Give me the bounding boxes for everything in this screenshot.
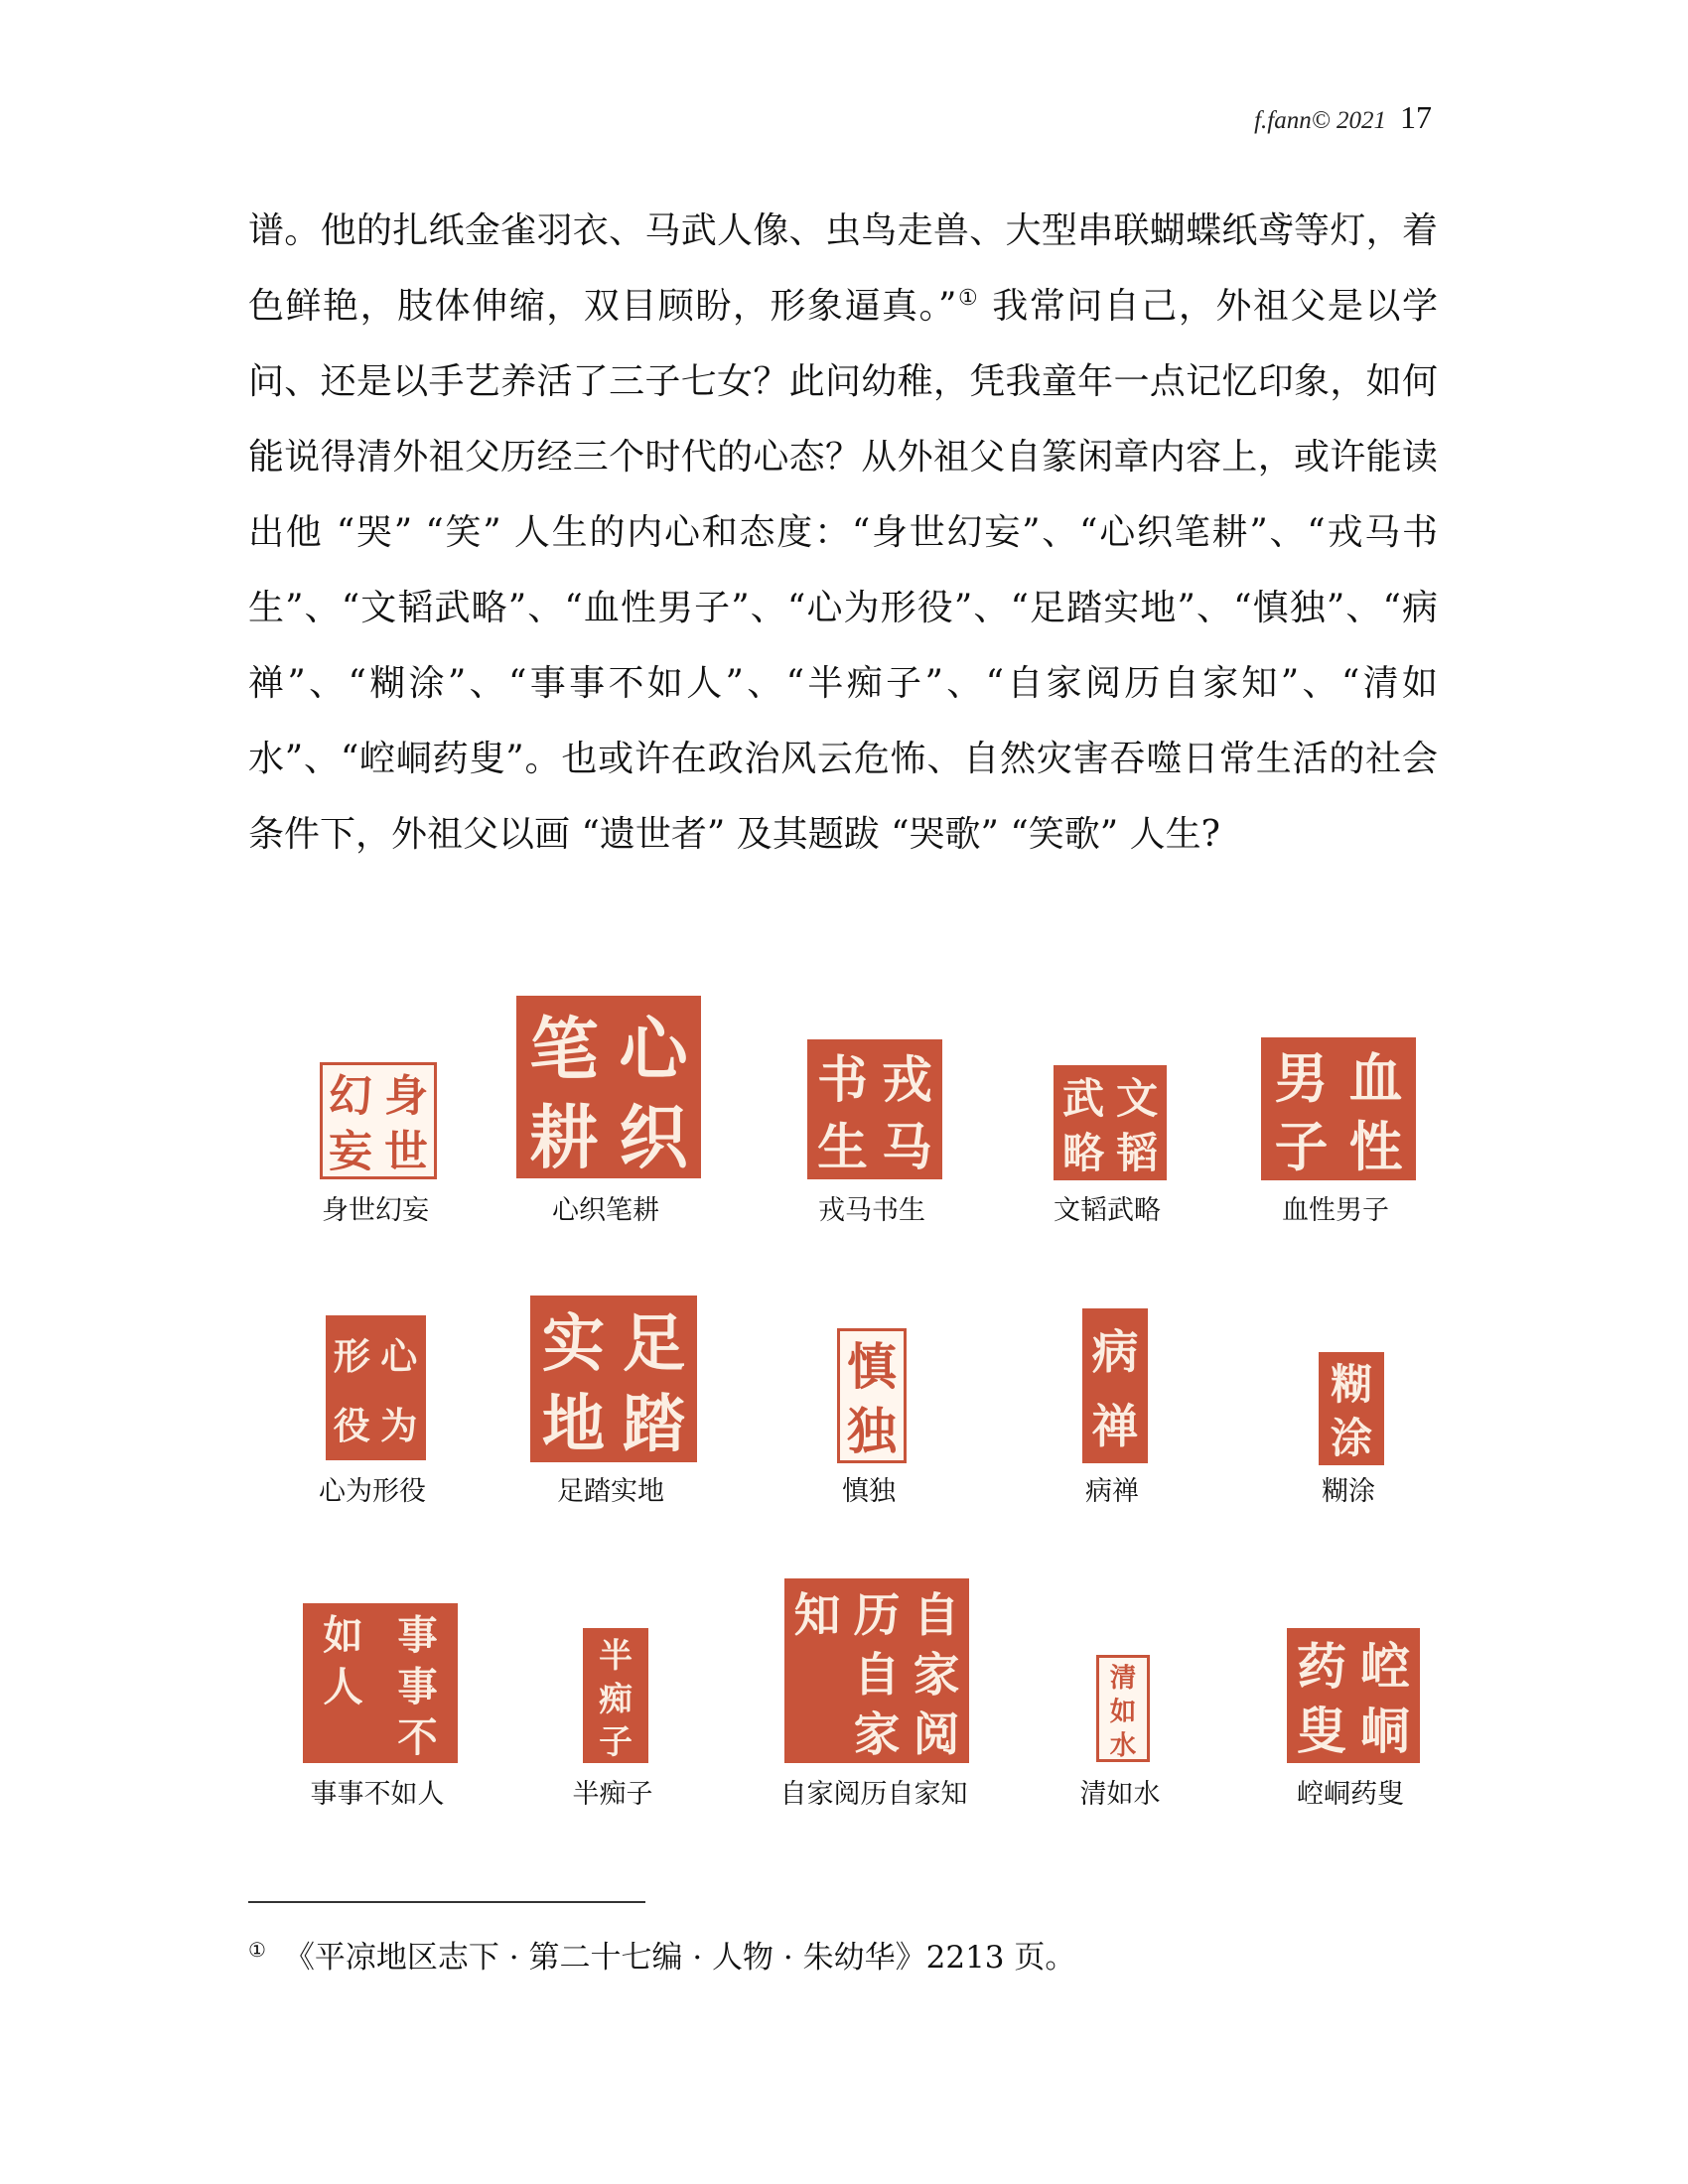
- seal-stamp-image: 血 性 男 子: [1261, 1037, 1416, 1180]
- seal-caption: 身世幻妄: [322, 1195, 429, 1226]
- page-number: 17: [1400, 99, 1432, 135]
- seal-caption: 戎马书生: [818, 1195, 925, 1226]
- seal-caption: 清如水: [1079, 1779, 1161, 1810]
- seal-caption: 心织笔耕: [552, 1195, 659, 1226]
- footnote-reference[interactable]: ①: [956, 286, 980, 311]
- seal-caption: 半痴子: [572, 1779, 653, 1810]
- seal-stamp-image: 病 禅: [1082, 1308, 1148, 1463]
- seal-caption: 自家阅历自家知: [779, 1779, 968, 1810]
- seal-stamp-image: 戎 马 书 生: [807, 1039, 942, 1179]
- seal-caption: 慎独: [842, 1476, 896, 1507]
- footnote-marker: ①: [248, 1937, 266, 1962]
- seal-caption: 病禅: [1085, 1476, 1139, 1507]
- footnote-text: 《平凉地区志下 · 第二十七编 · 人物 · 朱幼华》2213 页。: [283, 1940, 1076, 1976]
- seal-caption: 崆峒药叟: [1297, 1779, 1404, 1810]
- body-text-part-2: 我常问自己，外祖父是以学问、还是以手艺养活了三子七女？此问幼稚，凭我童年一点记忆印象，如何能说得清外祖父历经三个时代的心态？从外祖父自篆闲章内容上，或许能读出他 “哭” “笑” 人生的内心和态度：“身世幻妄”、“心织笔耕”、“戎马书生”、“文韬武略”、“血性男子”、“心为形役”、“足踏实地”、“慎独”、“病禅”、“糊涂”、“事事不如人”、“半痴子”、“自家阅历自家知”、“清如水”、“崆峒药叟”。也或许在政治风云危怖、自然灾害吞噬日常生活的社会条件下，外祖父以画 “遗世者” 及其题跋 “哭歌” “笑歌” 人生?: [248, 286, 1438, 855]
- body-text-part-1: 谱。他的扎纸金雀羽衣、马武人像、虫鸟走兽、大型串联蝴蝶纸鸢等灯，着色鲜艳，肢体伸缩，双目顾盼，形象逼真。”: [248, 210, 1438, 327]
- seal-caption: 心为形役: [319, 1476, 426, 1507]
- seal-stamp-image: 文 韬 武 略: [1054, 1065, 1167, 1180]
- seal-stamp-image: 足 踏 实 地: [530, 1296, 697, 1462]
- seal-stamp-image: 慎 独: [837, 1328, 907, 1463]
- seal-caption: 事事不如人: [310, 1779, 445, 1810]
- seal-stamp-image: 心 织 笔 耕: [516, 996, 701, 1178]
- seal-stamp-image: 清 如 水: [1096, 1655, 1150, 1762]
- seal-stamp-image: 崆 峒 药 叟: [1287, 1628, 1420, 1763]
- seal-caption: 血性男子: [1282, 1195, 1389, 1226]
- body-paragraph: [248, 194, 1438, 873]
- seal-caption: 糊涂: [1322, 1476, 1375, 1507]
- copyright-notice: f.fann© 2021: [1254, 107, 1386, 134]
- page-header: [1254, 99, 1432, 136]
- seal-stamp-image: 半 痴 子: [583, 1628, 648, 1763]
- footnote-divider: [248, 1901, 645, 1903]
- footnote: [248, 1932, 1075, 1977]
- seal-stamp-image: 事 事 不 如 人: [303, 1603, 458, 1763]
- seal-stamp-image: 身 世 幻 妄: [320, 1062, 437, 1179]
- seal-caption: 足踏实地: [557, 1476, 664, 1507]
- seal-stamp-image: 糊 涂: [1319, 1352, 1384, 1465]
- seal-stamp-image: 心 为 形 役: [326, 1315, 426, 1460]
- seal-caption: 文韬武略: [1054, 1195, 1161, 1226]
- seal-stamp-image: 自 家 阅 历 自 家 知: [784, 1578, 969, 1763]
